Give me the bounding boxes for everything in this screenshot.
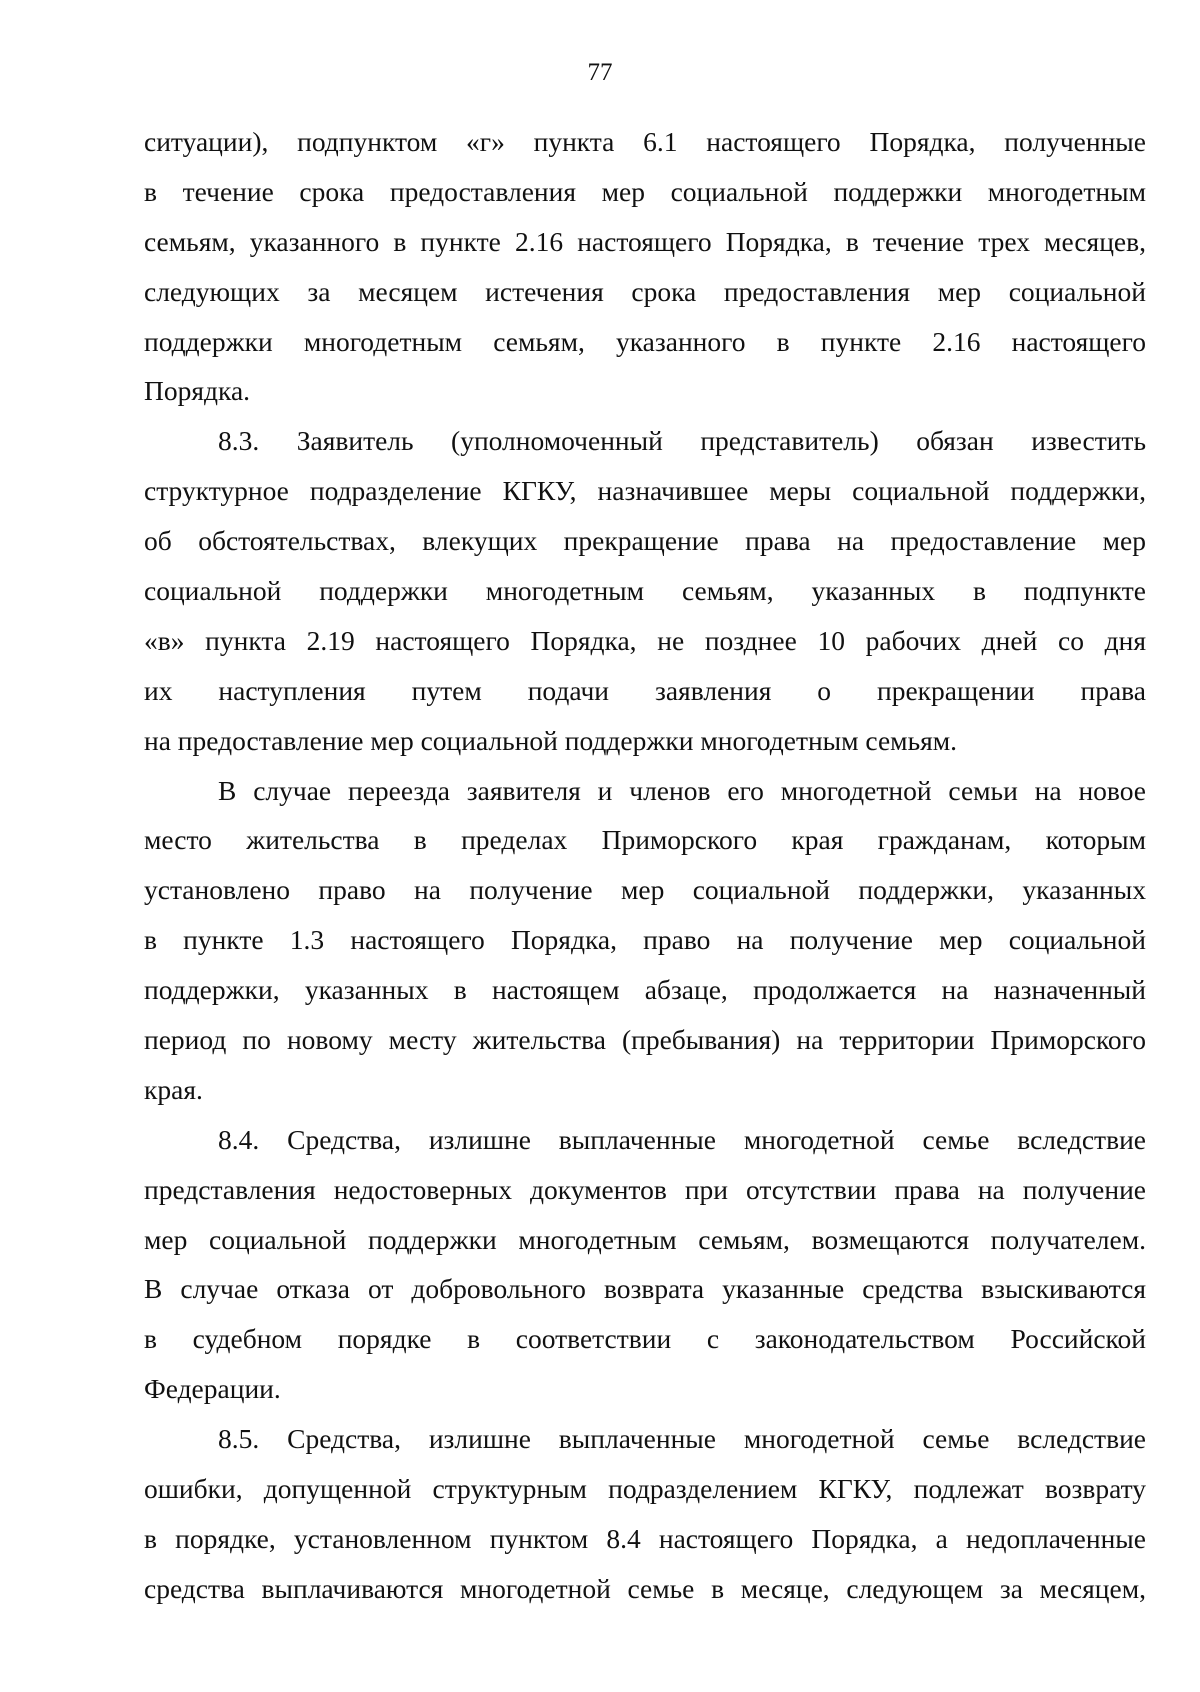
text-line: поддержки, указанных в настоящем абзаце, продолжается на назначенный [144, 974, 1146, 1006]
text-line: следующих за месяцем истечения срока предоставления мер социальной [144, 275, 1146, 307]
text-line: В случае переезда заявителя и членов его многодетной семьи на новое [218, 774, 1146, 806]
text-line: социальной поддержки многодетным семьям, указанных в подпункте [144, 575, 1146, 607]
text-line: мер социальной поддержки многодетным семьям, возмещаются получателем. [144, 1223, 1146, 1255]
text-line: представления недостоверных документов при отсутствии права на получение [144, 1173, 1146, 1205]
text-line: поддержки многодетным семьям, указанного в пункте 2.16 настоящего [144, 325, 1146, 357]
text-line: об обстоятельствах, влекущих прекращение права на предоставление мер [144, 525, 1146, 557]
text-line: в пункте 1.3 настоящего Порядка, право на получение мер социальной [144, 924, 1146, 956]
paragraph-continuation [144, 117, 1146, 416]
text-line: семьям, указанного в пункте 2.16 настоящего Порядка, в течение трех месяцев, [144, 225, 1146, 257]
text-line: период по новому месту жительства (пребывания) на территории Приморского [144, 1024, 1146, 1056]
text-line: в порядке, установленном пунктом 8.4 настоящего Порядка, а недоплаченные [144, 1522, 1146, 1554]
text-line: их наступления путем подачи заявления о прекращении права [144, 674, 1146, 706]
document-body [144, 117, 1146, 1614]
paragraph-8-5 [144, 1414, 1146, 1614]
text-line: в судебном порядке в соответствии с законодательством Российской [144, 1323, 1146, 1355]
text-line: место жительства в пределах Приморского края гражданам, которым [144, 824, 1146, 856]
text-line: структурное подразделение КГКУ, назначившее меры социальной поддержки, [144, 475, 1146, 507]
text-line: «в» пункта 2.19 настоящего Порядка, не позднее 10 рабочих дней со дня [144, 624, 1146, 656]
text-line: в течение срока предоставления мер социальной поддержки многодетным [144, 175, 1146, 207]
text-line: средства выплачиваются многодетной семье в месяце, следующем за месяцем, [144, 1572, 1146, 1604]
text-line: Порядка. [144, 375, 251, 407]
page-number: 77 [587, 59, 613, 86]
text-line: 8.5. Средства, излишне выплаченные многодетной семье вследствие [218, 1423, 1146, 1455]
paragraph-8-3 [144, 416, 1146, 765]
text-line: В случае отказа от добровольного возврата указанные средства взыскиваются [144, 1273, 1146, 1305]
text-line: края. [144, 1073, 203, 1105]
text-line: Федерации. [144, 1373, 281, 1405]
text-line: ошибки, допущенной структурным подразделением КГКУ, подлежат возврату [144, 1473, 1146, 1505]
paragraph-relocation [144, 766, 1146, 1115]
text-line: на предоставление мер социальной поддержки многодетным семьям. [144, 724, 958, 756]
text-line: 8.3. Заявитель (уполномоченный представитель) обязан известить [218, 425, 1146, 457]
text-line: 8.4. Средства, излишне выплаченные многодетной семье вследствие [218, 1123, 1146, 1155]
text-line: установлено право на получение мер социальной поддержки, указанных [144, 874, 1146, 906]
text-line: ситуации), подпунктом «г» пункта 6.1 настоящего Порядка, полученные [144, 126, 1146, 157]
paragraph-8-4 [144, 1115, 1146, 1414]
